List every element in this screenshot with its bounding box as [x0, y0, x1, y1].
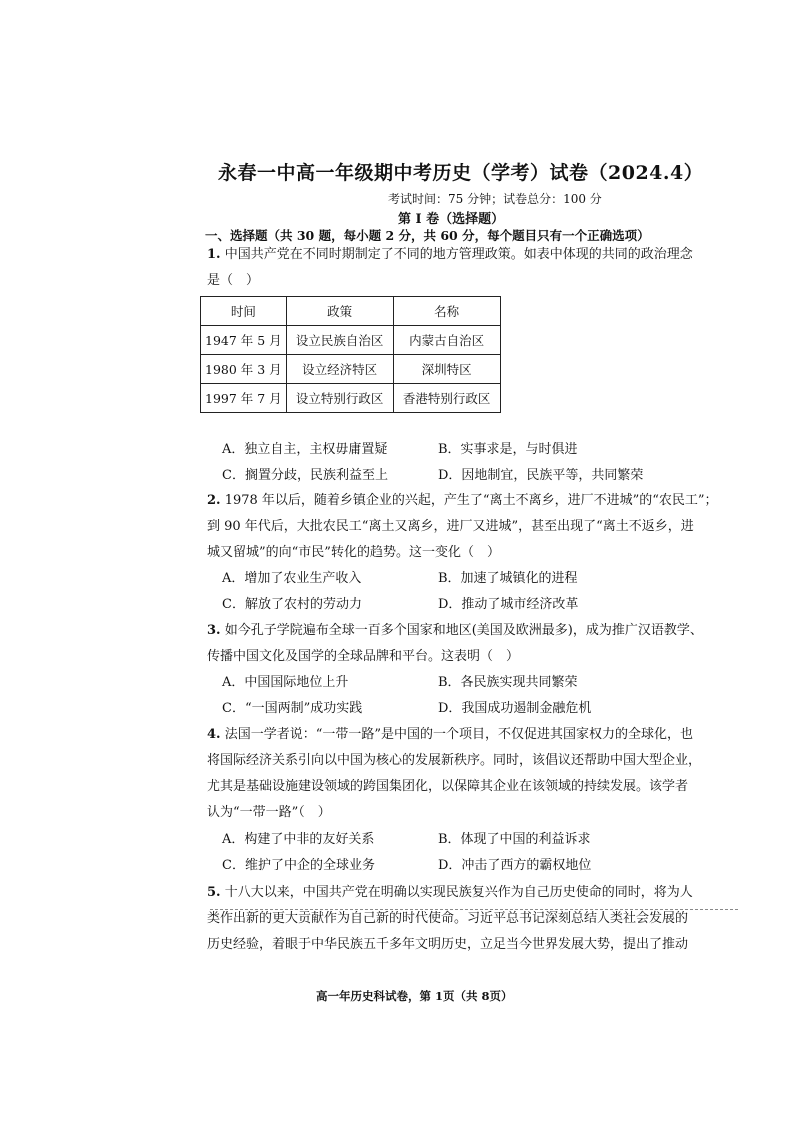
- table-header-cell: 时间: [201, 297, 287, 326]
- question-text: 历史经验，着眼于中华民族五千多年文明历史，立足当今世界发展大势，提出了推动: [207, 937, 689, 952]
- fold-line-divider: [210, 909, 738, 910]
- table-cell: 设立经济特区: [286, 355, 393, 384]
- question-4: [207, 722, 712, 826]
- table-cell: 设立民族自治区: [286, 326, 393, 355]
- option-b[interactable]: B．实事求是，与时俱进: [438, 442, 578, 457]
- question-text: 是（ ）: [207, 273, 260, 288]
- table-row: [201, 355, 501, 384]
- option-a[interactable]: A．构建了中非的友好关系: [222, 832, 375, 847]
- option-b[interactable]: B．体现了中国的利益诉求: [438, 832, 591, 847]
- table-cell: 香港特别行政区: [393, 384, 500, 413]
- table-cell: 内蒙古自治区: [393, 326, 500, 355]
- option-b[interactable]: B．加速了城镇化的进程: [438, 571, 578, 586]
- question-text: 1978 年以后，随着乡镇企业的兴起，产生了“离土不离乡，进厂不进城”的“农民工”；: [224, 493, 718, 508]
- policy-table: [200, 296, 501, 413]
- question-5: [207, 880, 712, 958]
- table-header-row: [201, 297, 501, 326]
- table-cell: 1947 年 5 月: [201, 326, 287, 355]
- question-2: [207, 488, 718, 566]
- question-text: 传播中国文化及国学的全球品牌和平台。这表明（ ）: [207, 649, 520, 664]
- table-header-cell: 名称: [393, 297, 500, 326]
- table-cell: 1980 年 3 月: [201, 355, 287, 384]
- table-cell: 设立特别行政区: [286, 384, 393, 413]
- option-c[interactable]: C．维护了中企的全球业务: [222, 858, 375, 873]
- question-number: 3.: [207, 623, 221, 638]
- option-c[interactable]: C．搁置分歧，民族利益至上: [222, 468, 388, 483]
- question-text: 到 90 年代后，大批农民工“离土又离乡，进厂又进城”，甚至出现了“离土不返乡，进: [207, 519, 694, 534]
- table-header-cell: 政策: [286, 297, 393, 326]
- question-number: 2.: [207, 493, 221, 508]
- question-number: 4.: [207, 727, 221, 742]
- question-number: 1.: [207, 247, 221, 262]
- question-text: 如今孔子学院遍布全球一百多个国家和地区(美国及欧洲最多)，成为推广汉语教学、: [224, 623, 703, 638]
- table-row: [201, 384, 501, 413]
- question-text: 法国一学者说：“一带一路”是中国的一个项目，不仅促进其国家权力的全球化，也: [224, 727, 694, 742]
- option-c[interactable]: C．解放了农村的劳动力: [222, 597, 362, 612]
- exam-meta: 考试时间：75 分钟；试卷总分：100 分: [388, 192, 602, 206]
- question-1-options: [222, 437, 702, 489]
- question-text: 类作出新的更大贡献作为自己新的时代使命。习近平总书记深刻总结人类社会发展的: [207, 911, 689, 926]
- volume-heading: 第 I 卷（选择题）: [398, 212, 505, 227]
- question-2-options: [222, 566, 702, 618]
- question-text: 十八大以来，中国共产党在明确以实现民族复兴作为自己历史使命的同时，将为人: [224, 885, 693, 900]
- option-b[interactable]: B．各民族实现共同繁荣: [438, 675, 578, 690]
- question-number: 5.: [207, 885, 221, 900]
- question-text: 尤其是基础设施建设领域的跨国集团化，以保障其企业在该领域的持续发展。该学者: [207, 779, 689, 794]
- question-text: 将国际经济关系引向以中国为核心的发展新秩序。同时，该倡议还帮助中国大型企业，: [207, 753, 702, 768]
- page-footer: 高一年历史科试卷，第 1页（共 8页）: [316, 989, 513, 1003]
- exam-title: 永春一中高一年级期中考历史（学考）试卷（2024.4）: [218, 162, 704, 184]
- question-text: 中国共产党在不同时期制定了不同的地方管理政策。如表中体现的共同的政治理念: [224, 247, 693, 262]
- question-text: 城又留城”的向“市民”转化的趋势。这一变化（ ）: [207, 545, 500, 560]
- question-3: [207, 618, 712, 670]
- option-d[interactable]: D．冲击了西方的霸权地位: [438, 858, 592, 873]
- option-a[interactable]: A．增加了农业生产收入: [222, 571, 362, 586]
- table-row: [201, 326, 501, 355]
- option-d[interactable]: D．推动了城市经济改革: [438, 597, 579, 612]
- question-1: [207, 242, 712, 294]
- question-4-options: [222, 827, 702, 879]
- option-d[interactable]: D．因地制宜，民族平等，共同繁荣: [438, 468, 644, 483]
- option-c[interactable]: C．“一国两制”成功实践: [222, 701, 363, 716]
- table-cell: 深圳特区: [393, 355, 500, 384]
- question-3-options: [222, 670, 702, 722]
- option-a[interactable]: A．中国国际地位上升: [222, 675, 349, 690]
- table-cell: 1997 年 7 月: [201, 384, 287, 413]
- option-d[interactable]: D．我国成功遏制金融危机: [438, 701, 592, 716]
- section-heading: 一、选择题（共 30 题，每小题 2 分，共 60 分，每个题目只有一个正确选项）: [205, 228, 650, 243]
- option-a[interactable]: A．独立自主，主权毋庸置疑: [222, 442, 388, 457]
- question-text: 认为“一带一路”（ ）: [207, 805, 331, 820]
